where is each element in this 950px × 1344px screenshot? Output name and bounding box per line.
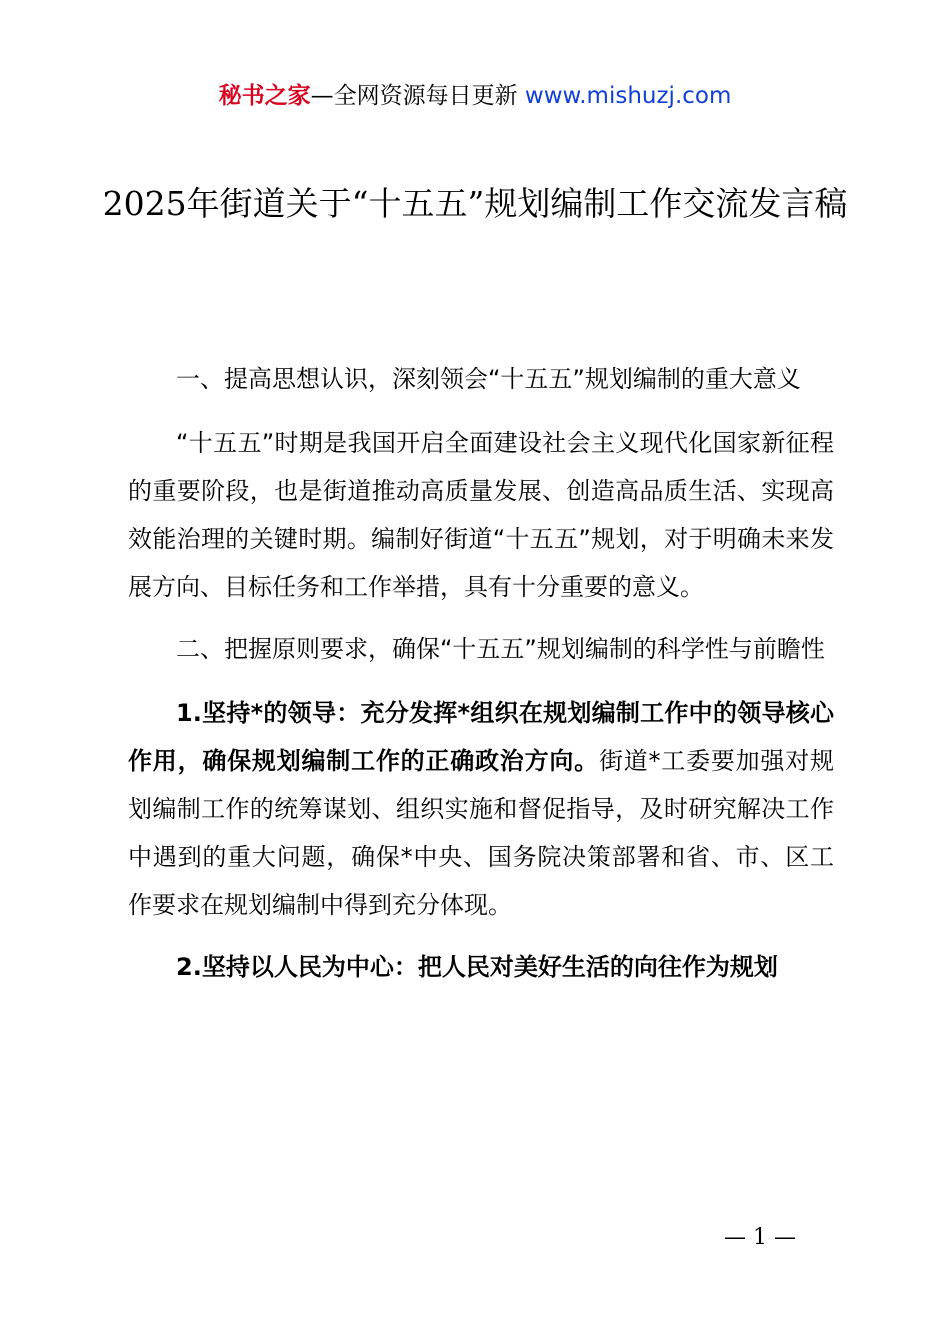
point-1-lead: 1.坚持*的领导：充分发挥*组织在规划编制工作中的领导核心作用，确保规划编制工作的正确政治方向。 xyxy=(128,699,834,775)
document-body xyxy=(128,355,834,1005)
section-heading-2: 二、把握原则要求，确保“十五五”规划编制的科学性与前瞻性 xyxy=(176,635,825,663)
point-2-lead: 2.坚持以人民为中心：把人民对美好生活的向往作为规划 xyxy=(176,953,778,981)
section-heading-1: 一、提高思想认识，深刻领会“十五五”规划编制的重大意义 xyxy=(176,365,801,393)
document-title: 2025年街道关于“十五五”规划编制工作交流发言稿 xyxy=(102,184,848,223)
site-url[interactable]: www.mishuzj.com xyxy=(524,83,732,109)
point-1-text: 街道*工委要加强对规划编制工作的统筹谋划、组织实施和督促指导，及时研究解决工作中遇到的重大问题，确保*中央、国务院决策部署和省、市、区工作要求在规划编制中得到充分体现。 xyxy=(128,747,835,919)
paragraph-point-2 xyxy=(128,943,834,991)
paragraph-1: “十五五”时期是我国开启全面建设社会主义现代化国家新征程的重要阶段，也是街道推动高质量发展、创造高品质生活、实现高效能治理的关键时期。编制好街道“十五五”规划，对于明确未来发展方向、目标任务和工作举措，具有十分重要的意义。 xyxy=(128,429,834,601)
paragraph-point-1 xyxy=(128,689,834,929)
header-tagline: —全网资源每日更新 xyxy=(310,83,525,109)
page-number: — 1 — xyxy=(724,1225,796,1250)
brand-name: 秘书之家 xyxy=(218,83,311,109)
site-header xyxy=(0,80,950,112)
